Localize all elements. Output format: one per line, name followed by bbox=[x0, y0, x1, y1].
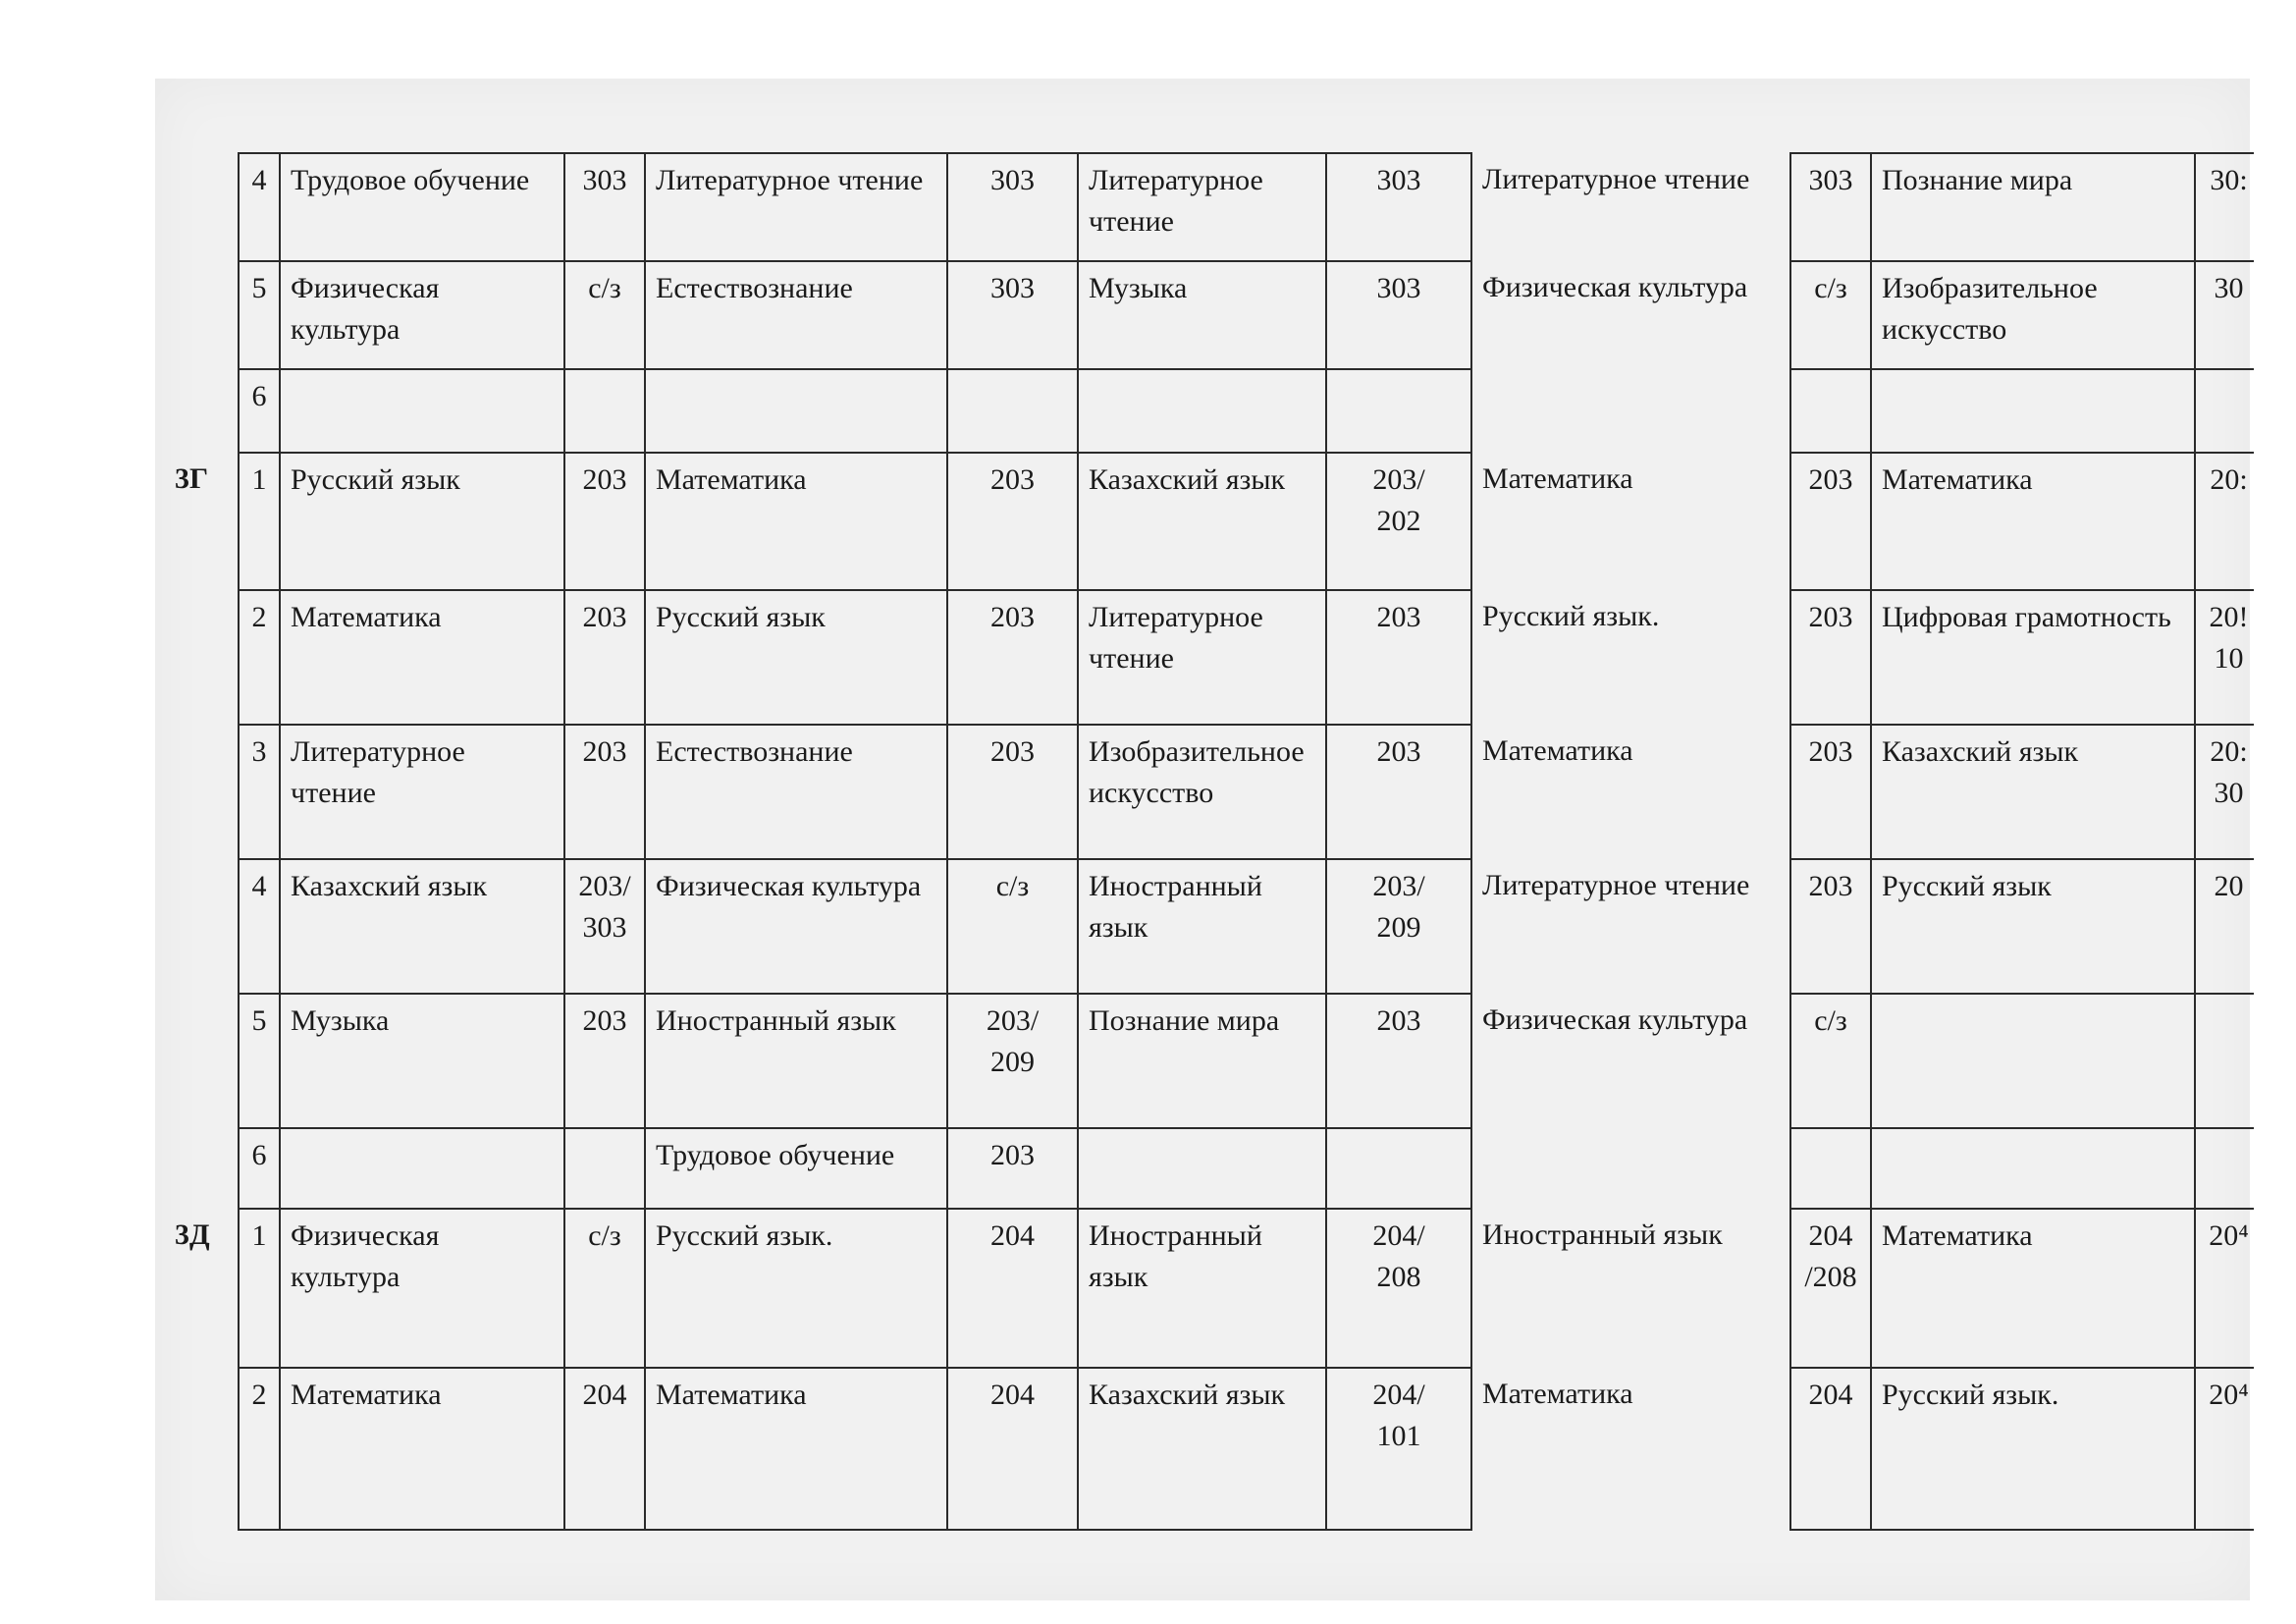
subject-cell: Литературное чтение bbox=[1471, 859, 1790, 994]
subject-cell: Математика bbox=[280, 1368, 564, 1530]
lesson-number: 6 bbox=[239, 1128, 280, 1209]
room-cell: 203 bbox=[564, 725, 645, 859]
class-label bbox=[165, 590, 239, 725]
room-cell: 204 /208 bbox=[1790, 1209, 1871, 1368]
room-cell: 30 bbox=[2195, 261, 2254, 369]
subject-cell: Казахский язык bbox=[280, 859, 564, 994]
room-cell: 303 bbox=[947, 153, 1078, 261]
class-label bbox=[165, 859, 239, 994]
lesson-number: 5 bbox=[239, 994, 280, 1128]
room-cell: 204 bbox=[947, 1368, 1078, 1530]
room-cell: 20⁴ bbox=[2195, 1368, 2254, 1530]
room-cell: 203 bbox=[564, 994, 645, 1128]
class-label bbox=[165, 1128, 239, 1209]
subject-cell: Математика bbox=[1871, 1209, 2195, 1368]
room-cell bbox=[1326, 369, 1471, 453]
subject-cell bbox=[1078, 1128, 1326, 1209]
lesson-row bbox=[165, 725, 2254, 859]
room-cell: 30: bbox=[2195, 153, 2254, 261]
lesson-row bbox=[165, 1128, 2254, 1209]
room-cell: 203/ 303 bbox=[564, 859, 645, 994]
subject-cell: Казахский язык bbox=[1078, 453, 1326, 590]
subject-cell bbox=[1871, 369, 2195, 453]
room-cell: 303 bbox=[564, 153, 645, 261]
subject-cell: Русский язык bbox=[645, 590, 947, 725]
lesson-row bbox=[165, 590, 2254, 725]
subject-cell: Изобразительное искусство bbox=[1078, 725, 1326, 859]
room-cell bbox=[947, 369, 1078, 453]
subject-cell: Физическая культура bbox=[1471, 994, 1790, 1128]
subject-cell bbox=[1471, 1128, 1790, 1209]
subject-cell: Русский язык bbox=[280, 453, 564, 590]
subject-cell: Литературное чтение bbox=[1078, 590, 1326, 725]
room-cell: 20: bbox=[2195, 453, 2254, 590]
subject-cell: Литературное чтение bbox=[1471, 153, 1790, 261]
room-cell bbox=[1790, 369, 1871, 453]
room-cell: 303 bbox=[947, 261, 1078, 369]
lesson-number: 6 bbox=[239, 369, 280, 453]
subject-cell: Русский язык. bbox=[1471, 590, 1790, 725]
subject-cell: Физическая культура bbox=[280, 261, 564, 369]
room-cell: 204 bbox=[1790, 1368, 1871, 1530]
room-cell: 204/ 101 bbox=[1326, 1368, 1471, 1530]
subject-cell bbox=[280, 369, 564, 453]
room-cell: 203 bbox=[1790, 725, 1871, 859]
room-cell bbox=[1790, 1128, 1871, 1209]
room-cell: 204 bbox=[564, 1368, 645, 1530]
room-cell: 203 bbox=[947, 1128, 1078, 1209]
class-label bbox=[165, 1368, 239, 1530]
room-cell: 203/ 209 bbox=[1326, 859, 1471, 994]
subject-cell: Литературное чтение bbox=[645, 153, 947, 261]
lesson-number: 4 bbox=[239, 153, 280, 261]
subject-cell: Познание мира bbox=[1078, 994, 1326, 1128]
lesson-number: 3 bbox=[239, 725, 280, 859]
timetable-body bbox=[165, 153, 2254, 1530]
subject-cell bbox=[280, 1128, 564, 1209]
subject-cell: Физическая культура bbox=[645, 859, 947, 994]
lesson-number: 1 bbox=[239, 1209, 280, 1368]
subject-cell: Математика bbox=[1471, 453, 1790, 590]
class-label bbox=[165, 725, 239, 859]
subject-cell: Музыка bbox=[280, 994, 564, 1128]
room-cell: 203 bbox=[1326, 725, 1471, 859]
room-cell: 204/ 208 bbox=[1326, 1209, 1471, 1368]
room-cell bbox=[2195, 1128, 2254, 1209]
class-label: 3Д bbox=[175, 1218, 210, 1251]
class-label: 3Г bbox=[175, 462, 209, 495]
subject-cell: Иностранный язык bbox=[1078, 859, 1326, 994]
lesson-number: 2 bbox=[239, 1368, 280, 1530]
subject-cell: Математика bbox=[645, 1368, 947, 1530]
lesson-number: 1 bbox=[239, 453, 280, 590]
room-cell: 303 bbox=[1326, 261, 1471, 369]
room-cell: 303 bbox=[1326, 153, 1471, 261]
subject-cell bbox=[1871, 1128, 2195, 1209]
subject-cell: Иностранный язык bbox=[1078, 1209, 1326, 1368]
room-cell bbox=[2195, 994, 2254, 1128]
subject-cell: Литературное чтение bbox=[1078, 153, 1326, 261]
room-cell: 203 bbox=[1790, 453, 1871, 590]
lesson-row bbox=[165, 994, 2254, 1128]
subject-cell: Естествознание bbox=[645, 725, 947, 859]
room-cell: с/з bbox=[564, 261, 645, 369]
subject-cell bbox=[1871, 994, 2195, 1128]
subject-cell: Физическая культура bbox=[1471, 261, 1790, 369]
lesson-row bbox=[165, 369, 2254, 453]
room-cell: 203 bbox=[947, 590, 1078, 725]
room-cell: 203 bbox=[1326, 590, 1471, 725]
subject-cell: Иностранный язык bbox=[1471, 1209, 1790, 1368]
room-cell: 203 bbox=[1326, 994, 1471, 1128]
room-cell: 303 bbox=[1790, 153, 1871, 261]
subject-cell bbox=[1471, 369, 1790, 453]
subject-cell: Изобразительное искусство bbox=[1871, 261, 2195, 369]
room-cell: 20⁴ bbox=[2195, 1209, 2254, 1368]
subject-cell bbox=[1078, 369, 1326, 453]
subject-cell: Казахский язык bbox=[1078, 1368, 1326, 1530]
lesson-number: 5 bbox=[239, 261, 280, 369]
room-cell: 203 bbox=[1790, 590, 1871, 725]
subject-cell: Трудовое обучение bbox=[645, 1128, 947, 1209]
subject-cell: Математика bbox=[1471, 1368, 1790, 1530]
subject-cell: Музыка bbox=[1078, 261, 1326, 369]
timetable bbox=[165, 152, 2254, 1531]
room-cell: 20 bbox=[2195, 859, 2254, 994]
room-cell bbox=[1326, 1128, 1471, 1209]
room-cell bbox=[2195, 369, 2254, 453]
subject-cell: Математика bbox=[1471, 725, 1790, 859]
class-label bbox=[165, 994, 239, 1128]
room-cell bbox=[564, 1128, 645, 1209]
room-cell: 203 bbox=[564, 453, 645, 590]
class-label bbox=[165, 261, 239, 369]
room-cell: 203 bbox=[947, 725, 1078, 859]
subject-cell: Математика bbox=[645, 453, 947, 590]
subject-cell: Русский язык. bbox=[1871, 1368, 2195, 1530]
lesson-row bbox=[165, 859, 2254, 994]
room-cell: 20! 10 bbox=[2195, 590, 2254, 725]
room-cell: с/з bbox=[1790, 261, 1871, 369]
subject-cell: Иностранный язык bbox=[645, 994, 947, 1128]
subject-cell: Математика bbox=[280, 590, 564, 725]
room-cell: 203 bbox=[1790, 859, 1871, 994]
lesson-row bbox=[165, 1368, 2254, 1530]
subject-cell: Физическая культура bbox=[280, 1209, 564, 1368]
room-cell: с/з bbox=[1790, 994, 1871, 1128]
room-cell: 204 bbox=[947, 1209, 1078, 1368]
lesson-row bbox=[165, 261, 2254, 369]
subject-cell bbox=[645, 369, 947, 453]
subject-cell: Цифровая грамотность bbox=[1871, 590, 2195, 725]
class-label bbox=[165, 153, 239, 261]
subject-cell: Математика bbox=[1871, 453, 2195, 590]
lesson-row bbox=[165, 1209, 2254, 1368]
room-cell: с/з bbox=[947, 859, 1078, 994]
lesson-number: 4 bbox=[239, 859, 280, 994]
room-cell bbox=[564, 369, 645, 453]
subject-cell: Естествознание bbox=[645, 261, 947, 369]
room-cell: 20: 30 bbox=[2195, 725, 2254, 859]
lesson-row bbox=[165, 453, 2254, 590]
room-cell: 203 bbox=[947, 453, 1078, 590]
subject-cell: Познание мира bbox=[1871, 153, 2195, 261]
lesson-number: 2 bbox=[239, 590, 280, 725]
subject-cell: Трудовое обучение bbox=[280, 153, 564, 261]
lesson-row bbox=[165, 153, 2254, 261]
room-cell: 203 bbox=[564, 590, 645, 725]
subject-cell: Казахский язык bbox=[1871, 725, 2195, 859]
class-label bbox=[165, 369, 239, 453]
room-cell: с/з bbox=[564, 1209, 645, 1368]
subject-cell: Русский язык. bbox=[645, 1209, 947, 1368]
subject-cell: Литературное чтение bbox=[280, 725, 564, 859]
room-cell: 203/ 202 bbox=[1326, 453, 1471, 590]
subject-cell: Русский язык bbox=[1871, 859, 2195, 994]
room-cell: 203/ 209 bbox=[947, 994, 1078, 1128]
